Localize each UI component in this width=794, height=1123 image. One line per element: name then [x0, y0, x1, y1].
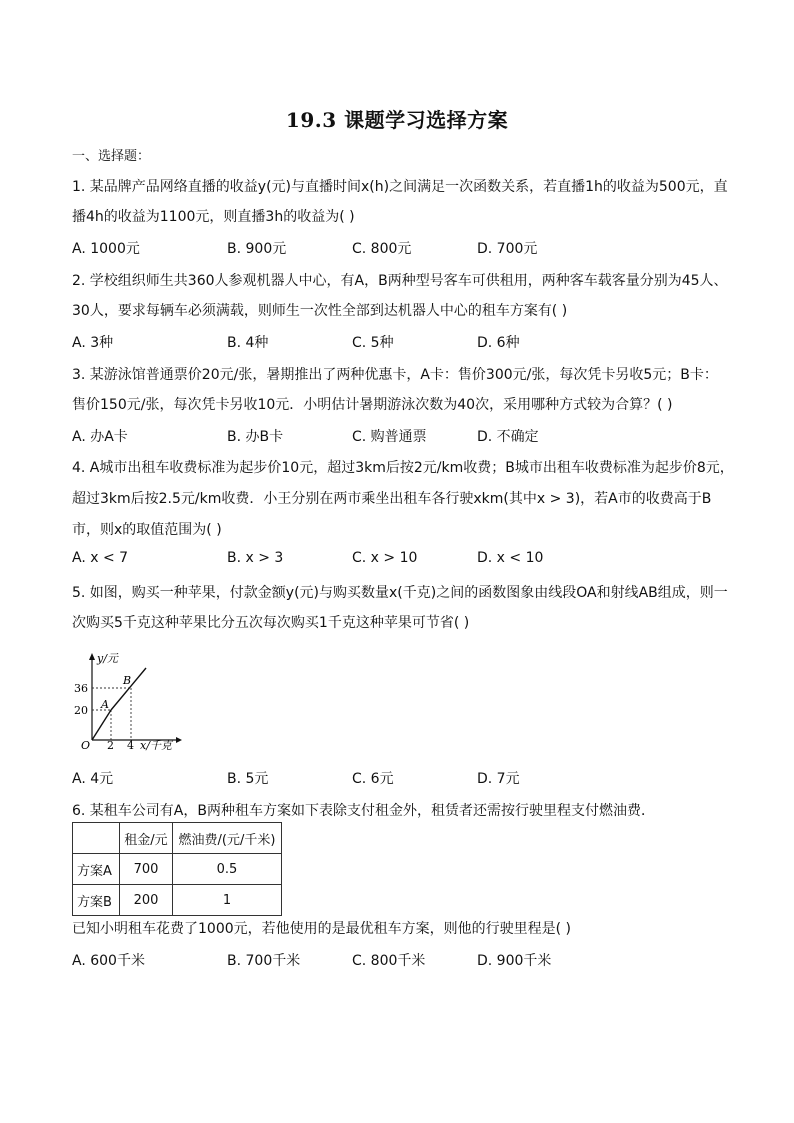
table-row [73, 885, 282, 916]
q5-line1: 5. 如图，购买一种苹果，付款金额y(元)与购买数量x(千克)之间的函数图象由线段OA和射线AB组成，则一 [72, 585, 728, 601]
q1-option-d: D. 700元 [477, 241, 538, 257]
q4-option-a: A. x < 7 [72, 550, 129, 566]
table-header-cell [73, 823, 120, 854]
q4-option-d: D. x < 10 [477, 550, 544, 566]
q2-options [72, 332, 722, 354]
q4-line1: 4. A城市出租车收费标准为起步价10元，超过3km后按2元/km收费；B城市出租车收费标准为起步价8元， [72, 460, 734, 476]
q5-option-c: C. 6元 [352, 771, 394, 787]
q2-line1: 2. 学校组织师生共360人参观机器人中心，有A，B两种型号客车可供租用，两种客车载客量分别为45人、 [72, 273, 728, 289]
q6-option-a: A. 600千米 [72, 953, 145, 969]
q5-option-d: D. 7元 [477, 771, 520, 787]
q4-option-b: B. x > 3 [227, 550, 284, 566]
q6-line1: 6. 某租车公司有A，B两种租车方案如下表除支付租金外，租赁者还需按行驶里程支付燃油费． [72, 803, 655, 819]
q5-options [72, 768, 722, 790]
x-axis-arrow-icon [176, 737, 182, 743]
q5-line2: 次购买5千克这种苹果比分五次每次购买1千克这种苹果可节省( ) [72, 615, 470, 631]
q4-line2: 超过3km后按2.5元/km收费．小王分别在两市乘坐出租车各行驶xkm(其中x > 3)，若A市的收费高于B [72, 491, 712, 507]
q6-options [72, 950, 722, 972]
q3-option-d: D. 不确定 [477, 429, 539, 445]
table-cell: 方案A [73, 854, 120, 885]
q3-line2: 售价150元/张，每次凭卡另收10元．小明估计暑期游泳次数为40次，采用哪种方式较为合算？( ) [72, 397, 673, 413]
q1-option-a: A. 1000元 [72, 241, 140, 257]
q6-option-c: C. 800千米 [352, 953, 426, 969]
q2-option-d: D. 6种 [477, 335, 520, 351]
y-axis-arrow-icon [89, 653, 95, 660]
q1-line1: 1. 某品牌产品网络直播的收益y(元)与直播时间x(h)之间满足一次函数关系，若直播1h的收益为500元，直 [72, 179, 728, 195]
q6-fee-table [72, 822, 282, 916]
q4-option-c: C. x > 10 [352, 550, 418, 566]
q2-option-c: C. 5种 [352, 335, 394, 351]
table-header-row [73, 823, 282, 854]
q3-option-c: C. 购普通票 [352, 429, 427, 445]
q1-options [72, 238, 722, 260]
q1-option-b: B. 900元 [227, 241, 287, 257]
table-cell: 1 [173, 885, 282, 916]
q5-function-graph [72, 648, 190, 752]
section-heading: 一、选择题： [72, 149, 151, 164]
table-header-cell: 燃油费/(元/千米) [173, 823, 282, 854]
point-a-label: A [101, 698, 109, 711]
q3-line1: 3. 某游泳馆普通票价20元/张，暑期推出了两种优惠卡，A卡：售价300元/张，每次凭卡另收5元；B卡： [72, 367, 718, 383]
segment-oa [92, 710, 111, 740]
q3-option-b: B. 办B卡 [227, 429, 284, 445]
q1-line2: 播4h的收益为1100元，则直播3h的收益为( ) [72, 209, 355, 225]
q2-option-b: B. 4种 [227, 335, 269, 351]
table-cell: 200 [120, 885, 173, 916]
table-cell: 0.5 [173, 854, 282, 885]
q5-option-a: A. 4元 [72, 771, 114, 787]
q3-options [72, 426, 722, 448]
y-tick-36: 36 [74, 682, 88, 695]
q3-option-a: A. 办A卡 [72, 429, 128, 445]
table-cell: 方案B [73, 885, 120, 916]
point-b-label: B [123, 674, 132, 687]
x-tick-4: 4 [127, 739, 134, 752]
origin-label: O [81, 739, 91, 752]
q2-line2: 30人，要求每辆车必须满载，则师生一次性全部到达机器人中心的租车方案有( ) [72, 303, 568, 319]
q4-line3: 市，则x的取值范围为( ) [72, 522, 222, 538]
q1-option-c: C. 800元 [352, 241, 412, 257]
y-axis-label: y/元 [97, 652, 118, 665]
q5-option-b: B. 5元 [227, 771, 269, 787]
table-row [73, 854, 282, 885]
q6-option-b: B. 700千米 [227, 953, 301, 969]
y-tick-20: 20 [74, 704, 88, 717]
x-axis-label: x/千克 [140, 739, 172, 752]
q6-line2: 已知小明租车花费了1000元，若他使用的是最优租车方案，则他的行驶里程是( ) [72, 921, 572, 937]
page-title: 19.3 课题学习选择方案 [285, 108, 509, 132]
table-header-cell: 租金/元 [120, 823, 173, 854]
q2-option-a: A. 3种 [72, 335, 114, 351]
q6-option-d: D. 900千米 [477, 953, 552, 969]
table-cell: 700 [120, 854, 173, 885]
q4-options [72, 550, 722, 572]
x-tick-2: 2 [107, 739, 114, 752]
